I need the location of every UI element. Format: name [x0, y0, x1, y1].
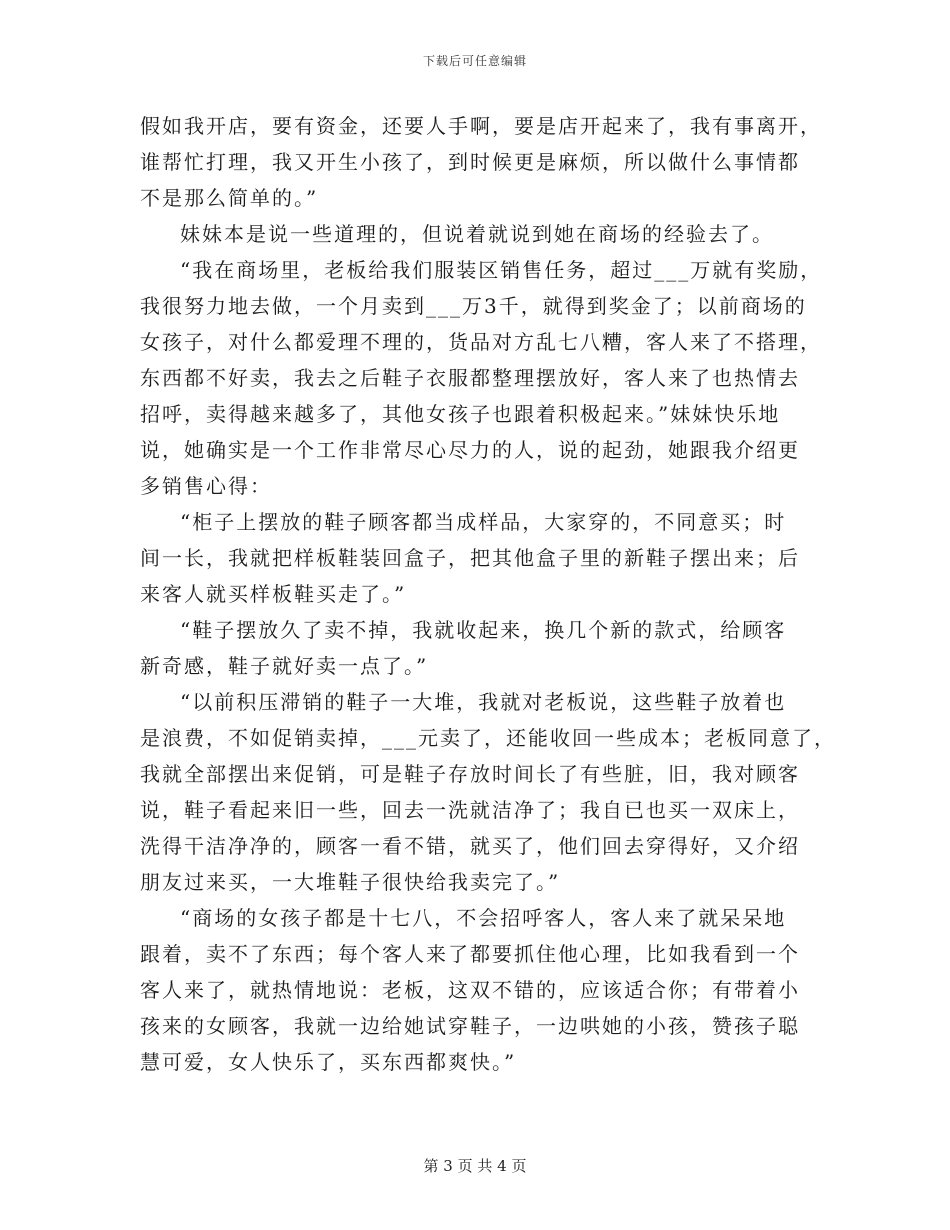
text-line: 孩来的女顾客，我就一边给她试穿鞋子，一边哄她的小孩，赞孩子聪: [140, 1014, 800, 1038]
text-line: 不是那么简单的。”: [140, 186, 319, 210]
text-line: 是浪费，不如促销卖掉，___元卖了，还能收回一些成本；老板同意了，: [140, 726, 836, 750]
text-line: 女孩子，对什么都爱理不理的，货品对方乱七八糟，客人来了不搭理，: [140, 330, 822, 354]
text-line: 朋友过来买，一大堆鞋子很快给我卖完了。”: [140, 870, 561, 894]
text-line: 说，她确实是一个工作非常尽心尽力的人，说的起劲，她跟我介绍更: [140, 438, 800, 462]
text-line: 多销售心得：: [140, 474, 272, 498]
text-line: 客人来了，就热情地说：老板，这双不错的，应该适合你；有带着小: [140, 978, 800, 1002]
text-line: 假如我开店，要有资金，还要人手啊，要是店开起来了，我有事离开，: [140, 114, 822, 138]
text-line: 慧可爱，女人快乐了，买东西都爽快。”: [140, 1050, 517, 1074]
text-line: “商场的女孩子都是十七八，不会招呼客人，客人来了就呆呆地: [180, 906, 787, 930]
text-line: 招呼，卖得越来越多了，其他女孩子也跟着积极起来。”妹妹快乐地: [140, 402, 781, 426]
text-line: 间一长，我就把样板鞋装回盒子，把其他盒子里的新鞋子摆出来；后: [140, 546, 800, 570]
text-line: 谁帮忙打理，我又开生小孩了，到时候更是麻烦，所以做什么事情都: [140, 150, 800, 174]
text-line: “柜子上摆放的鞋子顾客都当成样品，大家穿的，不同意买；时: [180, 510, 787, 534]
page-footer: 第 3 页 共 4 页: [423, 1157, 527, 1175]
text-line: 说，鞋子看起来旧一些，回去一洗就洁净了；我自已也买一双床上，: [140, 798, 800, 822]
page-header: 下载后可任意编辑: [422, 54, 527, 68]
text-line: 东西都不好卖，我去之后鞋子衣服都整理摆放好，客人来了也热情去: [140, 366, 800, 390]
text-line: 新奇感，鞋子就好卖一点了。”: [140, 654, 429, 678]
text-line: 妹妹本是说一些道理的，但说着就说到她在商场的经验去了。: [180, 222, 774, 246]
text-line: 我很努力地去做，一个月卖到___万3千，就得到奖金了；以前商场的: [140, 294, 807, 318]
text-line: 来客人就买样板鞋买走了。”: [140, 582, 407, 606]
text-line: 跟着，卖不了东西；每个客人来了都要抓住他心理，比如我看到一个: [140, 942, 800, 966]
text-line: “我在商场里，老板给我们服装区销售任务，超过___万就有奖励，: [180, 258, 823, 282]
text-line: “鞋子摆放久了卖不掉，我就收起来，换几个新的款式，给顾客: [180, 618, 787, 642]
document-body: [140, 108, 840, 1080]
text-line: 我就全部摆出来促销，可是鞋子存放时间长了有些脏，旧，我对顾客: [140, 762, 800, 786]
text-line: “以前积压滞销的鞋子一大堆，我就对老板说，这些鞋子放着也: [180, 690, 787, 714]
text-line: 洗得干洁净净的，顾客一看不错，就买了，他们回去穿得好，又介绍: [140, 834, 800, 858]
